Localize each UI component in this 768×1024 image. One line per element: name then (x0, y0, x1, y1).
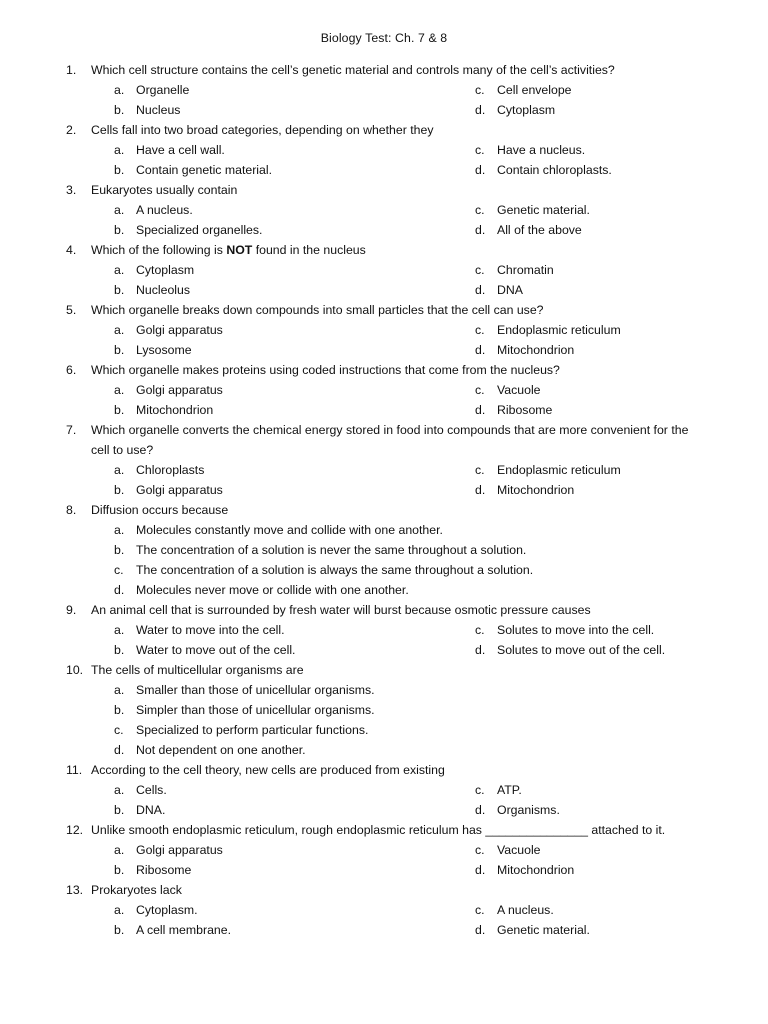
option-a: a. Golgi apparatus (114, 323, 223, 337)
question-number: 5. (66, 303, 77, 317)
question-number: 11. (66, 763, 83, 777)
question-13 (0, 880, 768, 900)
question-number: 8. (66, 503, 77, 517)
option-b: b. Nucleolus (114, 283, 190, 297)
question-text: Eukaryotes usually contain (91, 183, 238, 197)
option-d: d. Not dependent on one another. (114, 743, 306, 757)
question-4 (0, 240, 768, 260)
question-text: Unlike smooth endoplasmic reticulum, rough endoplasmic reticulum has _______________ attached to it. (91, 823, 666, 837)
option-d: d. Cytoplasm (475, 103, 556, 117)
option-a: a. Organelle (114, 83, 190, 97)
question-text: Which organelle makes proteins using coded instructions that come from the nucleus? (91, 363, 560, 377)
options-row (0, 260, 768, 280)
option-c: c. Solutes to move into the cell. (475, 623, 655, 637)
option-b: b. The concentration of a solution is never the same throughout a solution. (114, 543, 527, 557)
question-3 (0, 180, 768, 200)
option-a: a.Cells. (114, 783, 167, 797)
options-row (0, 620, 768, 640)
question-11 (0, 760, 768, 780)
option-d: d. All of the above (475, 223, 582, 237)
option-d: d. Mitochondrion (475, 483, 575, 497)
option-b: b. Ribosome (114, 863, 192, 877)
question-7-continued (0, 440, 768, 460)
page-title: Biology Test: Ch. 7 & 8 (320, 31, 448, 45)
option-a: a.A nucleus. (114, 203, 193, 217)
question-number: 3. (66, 183, 77, 197)
option-b: b. Simpler than those of unicellular organisms. (114, 703, 375, 717)
options-row (0, 160, 768, 180)
option-b: b. Contain genetic material. (114, 163, 273, 177)
question-text: Which organelle converts the chemical energy stored in food into compounds that are more convenient for the (91, 423, 689, 437)
options-row (0, 860, 768, 880)
question-text: According to the cell theory, new cells are produced from existing (91, 763, 445, 777)
option-a: a.Water to move into the cell. (114, 623, 285, 637)
options-row (0, 340, 768, 360)
options-row (0, 280, 768, 300)
question-9 (0, 600, 768, 620)
option-d: d. Organisms. (475, 803, 560, 817)
option-c: c. Genetic material. (475, 203, 590, 217)
options-row (0, 560, 768, 580)
question-7 (0, 420, 768, 440)
options-row (0, 800, 768, 820)
question-text: Which of the following is NOT found in the nucleus (91, 243, 366, 257)
options-row (0, 220, 768, 240)
question-text: Prokaryotes lack (91, 883, 182, 897)
option-c: c. Vacuole (475, 843, 541, 857)
emphasis-not: NOT (226, 243, 253, 257)
option-a: a.Chloroplasts (114, 463, 205, 477)
option-d: d. Molecules never move or collide with one another. (114, 583, 409, 597)
question-5 (0, 300, 768, 320)
question-list (0, 60, 768, 940)
option-b: b. Golgi apparatus (114, 483, 223, 497)
option-a: a.Golgi apparatus (114, 843, 223, 857)
options-row (0, 680, 768, 700)
option-a: a. Golgi apparatus (114, 383, 223, 397)
options-row (0, 480, 768, 500)
question-2 (0, 120, 768, 140)
options-row (0, 320, 768, 340)
option-d: d. Contain chloroplasts. (475, 163, 612, 177)
question-1 (0, 60, 768, 80)
question-number: 7. (66, 423, 77, 437)
options-row (0, 80, 768, 100)
option-c: c. Endoplasmic reticulum (475, 323, 621, 337)
option-c: c. Cell envelope (475, 83, 572, 97)
options-row (0, 520, 768, 540)
option-a: a.Cytoplasm (114, 263, 195, 277)
option-a: a. Cytoplasm. (114, 903, 198, 917)
option-b: b. Water to move out of the cell. (114, 643, 296, 657)
options-row (0, 460, 768, 480)
question-10 (0, 660, 768, 680)
option-c: c.A nucleus. (475, 903, 554, 917)
option-c: c. Specialized to perform particular functions. (114, 723, 369, 737)
question-number: 2. (66, 123, 77, 137)
option-b: b. Lysosome (114, 343, 192, 357)
options-row (0, 900, 768, 920)
option-c: c. Chromatin (475, 263, 554, 277)
option-b: b. Mitochondrion (114, 403, 214, 417)
option-b: b. DNA. (114, 803, 166, 817)
option-c: c. The concentration of a solution is always the same throughout a solution. (114, 563, 534, 577)
options-row (0, 700, 768, 720)
option-d: d. Genetic material. (475, 923, 590, 937)
option-d: d. Solutes to move out of the cell. (475, 643, 666, 657)
options-row (0, 200, 768, 220)
options-row (0, 740, 768, 760)
option-c: c.ATP. (475, 783, 522, 797)
option-c: c. Endoplasmic reticulum (475, 463, 621, 477)
option-d: d. Mitochondrion (475, 343, 575, 357)
option-d: d. Mitochondrion (475, 863, 575, 877)
options-row (0, 100, 768, 120)
option-a: a.Molecules constantly move and collide with one another. (114, 523, 443, 537)
option-b: b. Specialized organelles. (114, 223, 263, 237)
option-c: c. Have a nucleus. (475, 143, 586, 157)
question-text: Cells fall into two broad categories, depending on whether they (91, 123, 434, 137)
options-row (0, 920, 768, 940)
question-text: Which organelle breaks down compounds into small particles that the cell can use? (91, 303, 544, 317)
options-row (0, 400, 768, 420)
options-row (0, 540, 768, 560)
question-number: 1. (66, 63, 77, 77)
question-number: 6. (66, 363, 77, 377)
question-8 (0, 500, 768, 520)
question-number: 9. (66, 603, 77, 617)
question-number: 12. (66, 823, 84, 837)
question-number: 13. (66, 883, 84, 897)
question-text: Which cell structure contains the cell’s genetic material and controls many of the cell’s activities? (91, 63, 615, 77)
option-a: a.Smaller than those of unicellular organisms. (114, 683, 375, 697)
question-text: An animal cell that is surrounded by fresh water will burst because osmotic pressure causes (91, 603, 591, 617)
question-text: Diffusion occurs because (91, 503, 229, 517)
option-c: c. Vacuole (475, 383, 541, 397)
question-6 (0, 360, 768, 380)
options-row (0, 780, 768, 800)
question-number: 10. (66, 663, 84, 677)
option-a: a.Have a cell wall. (114, 143, 225, 157)
question-text: The cells of multicellular organisms are (91, 663, 304, 677)
question-number: 4. (66, 243, 77, 257)
options-row (0, 840, 768, 860)
options-row (0, 640, 768, 660)
options-row (0, 580, 768, 600)
question-text-continued: cell to use? (91, 443, 154, 457)
option-b: b. A cell membrane. (114, 923, 232, 937)
option-d: d. DNA (475, 283, 523, 297)
options-row (0, 720, 768, 740)
option-b: b. Nucleus (114, 103, 181, 117)
options-row (0, 140, 768, 160)
question-12 (0, 820, 768, 840)
option-d: d. Ribosome (475, 403, 553, 417)
options-row (0, 380, 768, 400)
